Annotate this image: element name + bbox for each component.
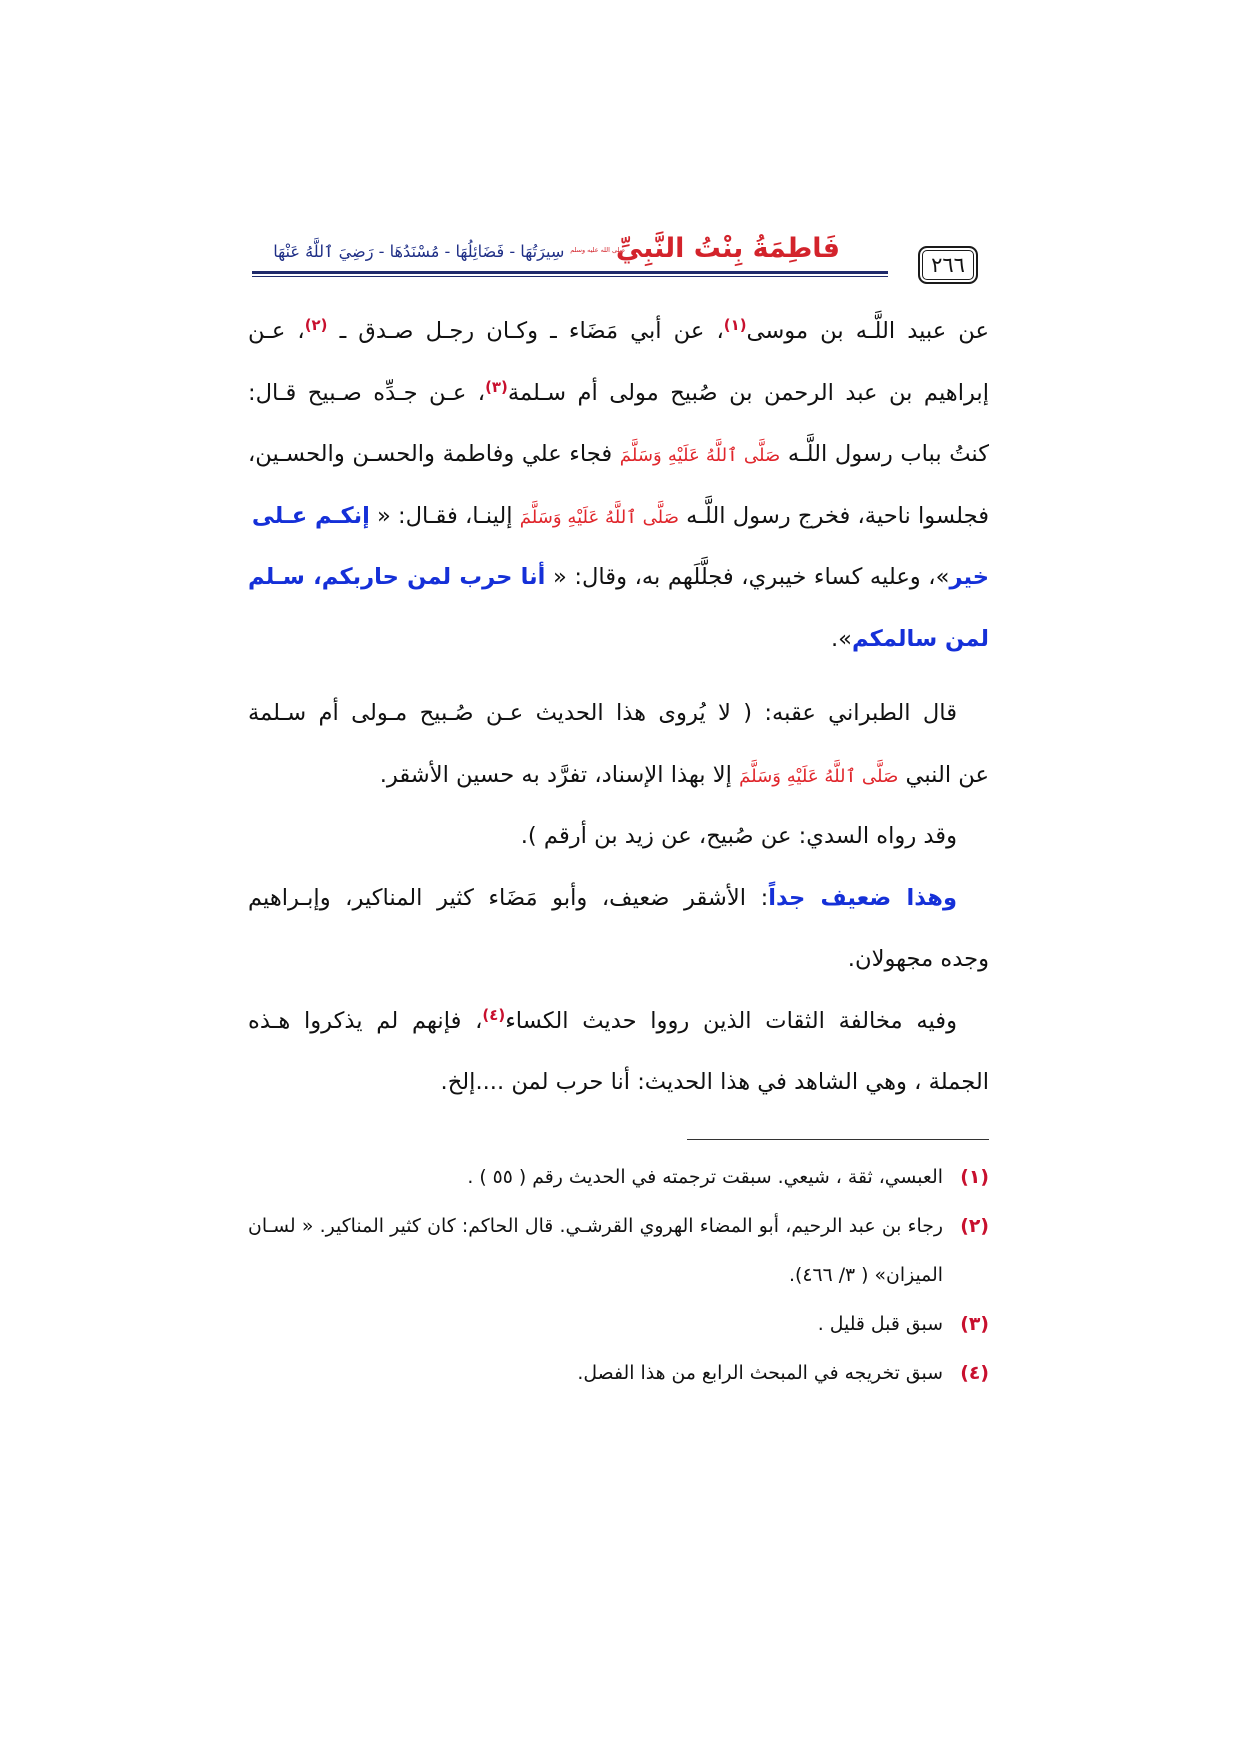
footnote-text: رجاء بن عبد الرحيم، أبو المضاء الهروي القرشـي. قال الحاكم: كان كثير المناكير. « لسـان xyxy=(248,1216,943,1237)
page-number-badge: ٢٦٦ xyxy=(918,246,978,284)
body-line xyxy=(248,806,989,868)
hadith-quote-emphasis: أنا حرب لمن حاربكم، سـلم xyxy=(248,564,546,590)
footnote-item xyxy=(248,1202,989,1251)
text-run: عن عبيد اللَّـه بن موسى xyxy=(746,318,989,344)
footnotes xyxy=(248,1153,989,1398)
footnote-marker: (٣) xyxy=(485,377,508,396)
text-run: : الأشقر ضعيف، وأبو مَضَاء كثير المناكير، وإبـراهيم xyxy=(248,884,769,911)
footnote-marker: (١) xyxy=(723,315,747,334)
salawat-phrase: صَلَّى ٱللَّهُ عَلَيْهِ وَسَلَّمَ xyxy=(519,506,679,528)
text-run: وقد رواه السدي: عن صُبيح، عن زيد بن أرقم ). xyxy=(520,823,957,849)
text-run: عن النبي xyxy=(898,761,989,788)
salawat-phrase: صَلَّى ٱللَّهُ عَلَيْهِ وَسَلَّمَ xyxy=(739,765,899,787)
body-line xyxy=(248,486,989,548)
text-run: إبراهيم بن عبد الرحمن بن صُبيح مولى أم سـلمة xyxy=(507,379,989,406)
footnote-item xyxy=(248,1300,989,1349)
text-run: قال الطبراني عقبه: ( لا يُروى هذا الحديث عـن صُـبيح مـولى أم سـلمة xyxy=(248,700,957,726)
footnote-number: (٣) xyxy=(960,1314,989,1335)
header-double-rule xyxy=(252,271,888,277)
hadith-quote-emphasis: لمن سالمكم xyxy=(851,625,989,652)
text-run: إلينـا، فقـال: « xyxy=(369,502,520,529)
honorific-mark: صلى الله عليه وسلم xyxy=(570,245,625,254)
text-run: إلا بهذا الإسناد، تفرَّد به حسين الأشقر. xyxy=(379,761,740,788)
footnote-text: الميزان» ( ٣/ ٤٦٦). xyxy=(789,1265,943,1286)
running-header-title xyxy=(270,226,840,272)
body-text xyxy=(248,301,989,1114)
hadith-quote-emphasis: خير xyxy=(949,564,989,590)
text-run: ، فإنهم لم يذكروا هـذه xyxy=(248,1007,483,1034)
footnote-item xyxy=(248,1349,989,1398)
text-run: الجملة ، وهي الشاهد في هذا الحديث: أنا حرب لمن ....إلخ. xyxy=(440,1069,989,1095)
footnote-marker: (٢) xyxy=(304,315,328,334)
body-line xyxy=(248,363,989,425)
text-run: فجاء علي وفاطمة والحسـن والحسـين، xyxy=(248,441,620,467)
body-line xyxy=(248,547,989,609)
text-run: وفيه مخالفة الثقات الذين رووا حديث الكساء xyxy=(505,1007,957,1034)
text-run: وجده مجهولان. xyxy=(847,946,989,972)
book-title: فَاطِمَةُ بِنْتُ النَّبِيِّ xyxy=(615,233,840,264)
body-line xyxy=(248,991,989,1053)
verdict-emphasis: وهذا ضعيف جداً xyxy=(768,884,957,911)
text-run: كنتُ بباب رسول اللَّـه xyxy=(780,441,989,467)
footnote-text: سبق تخريجه في المبحث الرابع من هذا الفصل. xyxy=(577,1363,943,1384)
body-line xyxy=(248,424,989,486)
text-run: ، عـن جـدِّه صـبيح قـال: xyxy=(248,379,486,406)
footnote-text: العبسي، ثقة ، شيعي. سبقت ترجمته في الحديث رقم ( ٥٥ ) . xyxy=(467,1167,943,1188)
book-subtitle: سِيرَتُهَا - فَضَائِلُهَا - مُسْنَدُهَا - رَضِيَ ٱللَّهُ عَنْهَا xyxy=(273,242,565,261)
text-run: ، عن أبي مَضَاء ـ وكـان رجـل صـدق ـ xyxy=(327,318,724,344)
body-line xyxy=(248,868,989,930)
body-line xyxy=(248,929,989,991)
text-run: ». xyxy=(830,625,852,652)
salawat-phrase: صَلَّى ٱللَّهُ عَلَيْهِ وَسَلَّمَ xyxy=(619,445,781,466)
footnote-text: سبق قبل قليل . xyxy=(817,1314,943,1335)
footnote-separator xyxy=(687,1139,989,1140)
body-line xyxy=(248,745,989,807)
footnote-marker: (٤) xyxy=(482,1005,506,1024)
text-run: ، عـن xyxy=(248,318,305,344)
footnote-item xyxy=(248,1153,989,1202)
text-run: فجلسوا ناحية، فخرج رسول اللَّـه xyxy=(679,502,989,529)
body-line xyxy=(248,1052,989,1114)
footnote-continuation xyxy=(248,1251,989,1300)
hadith-quote-emphasis: إنكـم عـلى xyxy=(251,502,370,529)
footnote-number: (٢) xyxy=(960,1216,989,1237)
footnote-number: (١) xyxy=(960,1167,989,1188)
text-run: »، وعليه كساء خيبري، فجلَّلَهم به، وقال: « xyxy=(545,564,950,590)
body-line xyxy=(248,609,989,671)
body-line xyxy=(248,683,989,745)
footnote-number: (٤) xyxy=(960,1363,989,1384)
body-line xyxy=(248,301,989,363)
